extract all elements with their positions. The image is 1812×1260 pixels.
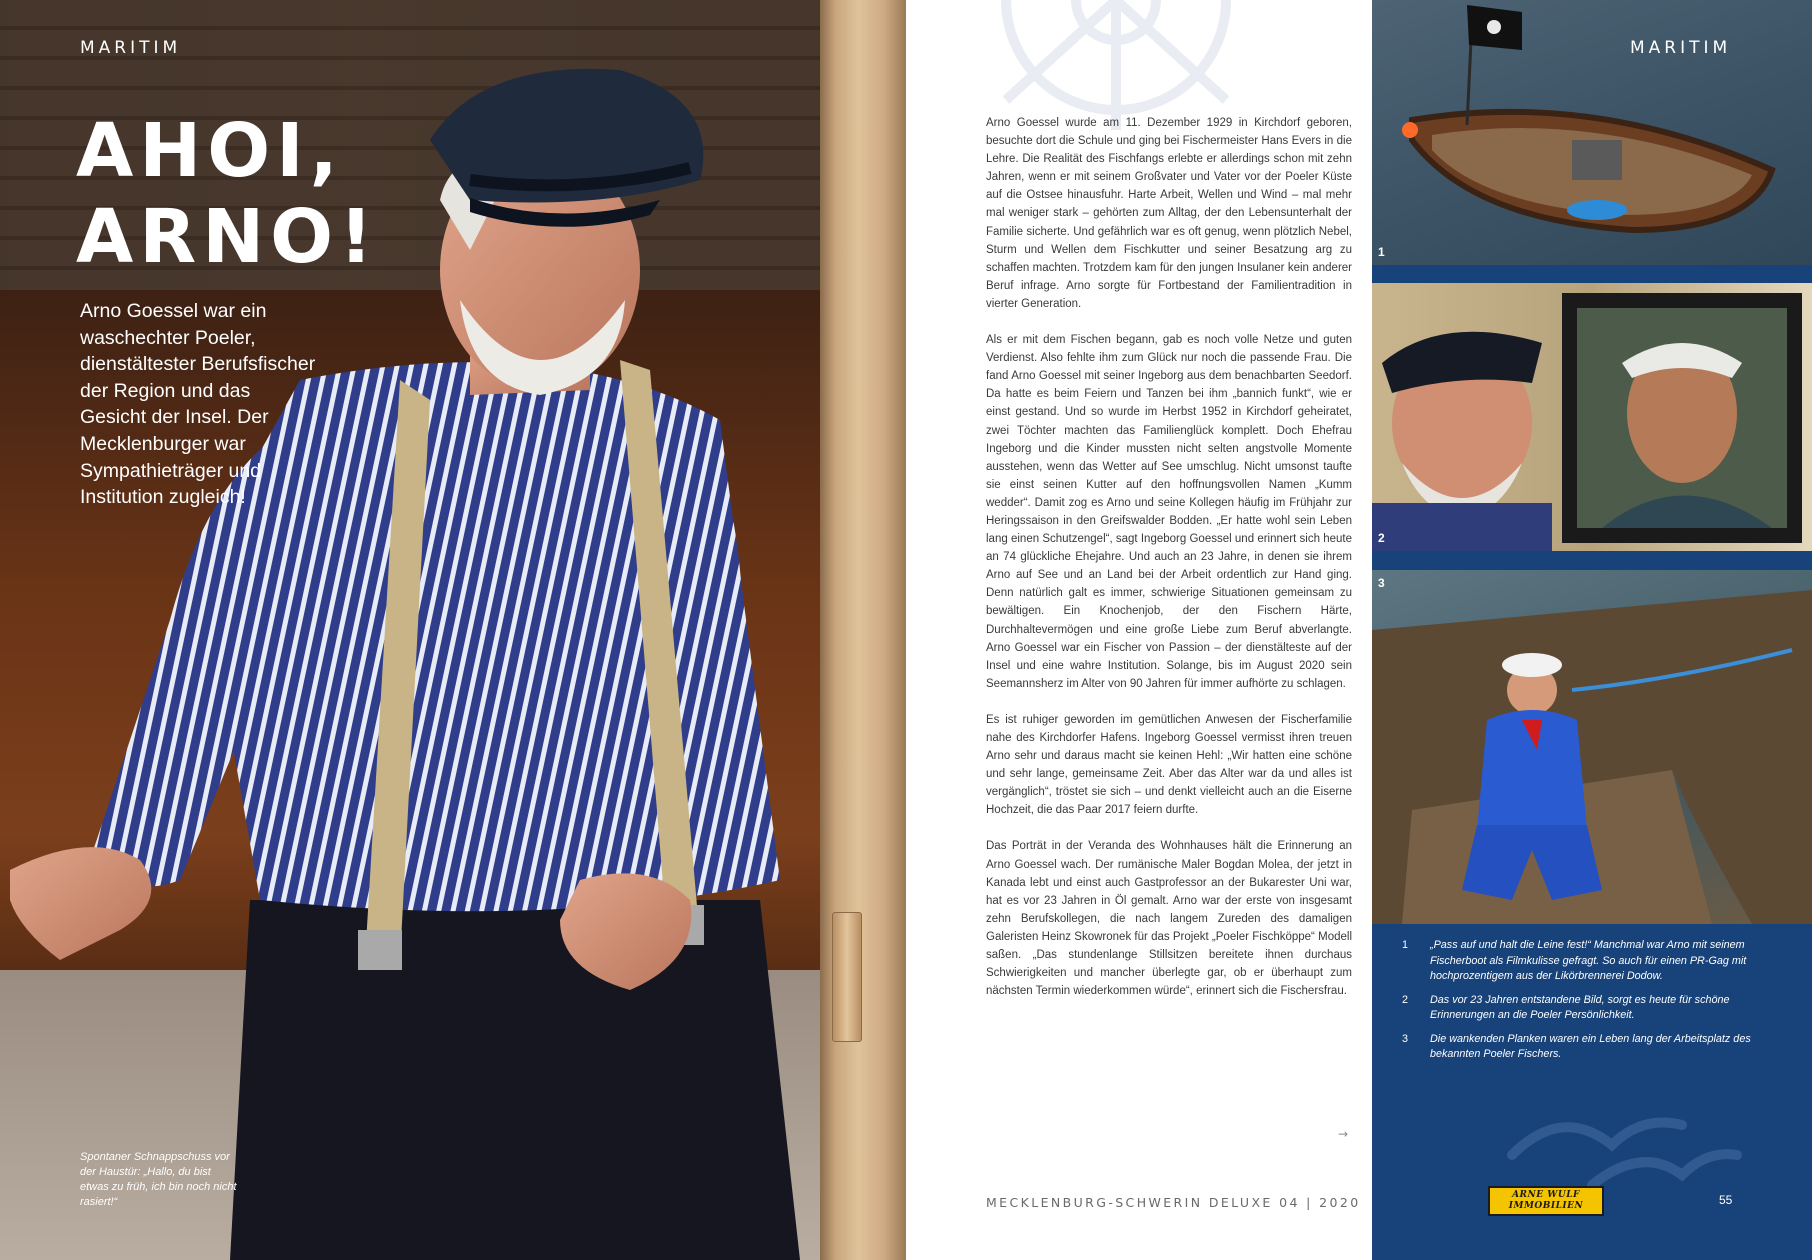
- trousers: [230, 900, 800, 1260]
- article-body: [986, 114, 1352, 1000]
- article-paragraph: Es ist ruhiger geworden im gemütlichen Anwesen der Fischerfamilie nahe des Kirchdorfer Hafens. Ingeborg Goessel vermisst ihren treuen Arno sehr und daraus macht sie keinen Hehl: „Wir hatten eine schöne und sehr lange, gemeinsame Zeit. Aber das Alter war da und alles ist vergänglich“, tröstet sie sich – und denkt vielleicht auch an die Eiserne Hochzeit, die das Paar 2017 feiern durfte.: [986, 713, 1352, 817]
- headline-line-1: AHOI,: [76, 108, 344, 194]
- portrait-caption: Spontaner Schnappschuss vor der Haustür: „Hallo, du bist etwas zu früh, ich bin noch nicht rasiert!“: [80, 1151, 237, 1208]
- caption-item: [1402, 1032, 1782, 1063]
- photo-man-in-boat-art: [1372, 570, 1812, 924]
- continue-arrow-icon: →: [1338, 1127, 1349, 1141]
- photo-portrait-painting: [1372, 283, 1812, 551]
- photo-boat-sea-art: [1372, 0, 1812, 265]
- photo-number: 1: [1378, 245, 1385, 259]
- magazine-footer: MECKLENBURG-SCHWERIN DELUXE 04 | 2020: [986, 1195, 1361, 1210]
- section-label-right: MARITIM: [1630, 38, 1732, 58]
- photo-man-in-boat: [1372, 570, 1812, 924]
- lead-paragraph: Arno Goessel war ein waschechter Poeler, dienstältester Berufsfischer der Region und das Gesicht der Insel. Der Mecklenburger war Sympathieträger und Institution zugleich!: [80, 300, 316, 509]
- article-paragraph: Arno Goessel wurde am 11. Dezember 1929 in Kirchdorf geboren, besuchte dort die Schule und ging bei Fischermeister Hans Evers in die Lehre. Die Realität des Fischfangs erlebte er allerdings schon mit zehn Jahren, wenn er mit seinem Großvater und Vater vor der Poeler Küste auf die Ostsee hinausfuhr. Harte Arbeit, Wellen und Wind – mal mehr mal weniger stark – gehörten zum Alltag, der den Lebensunterhalt der Familie sicherte. Und gefährlich war es oft genug, wenn plötzlich Nebel, Sturm und Wellen dem Fischkutter und seiner Besatzung arg zu schaffen machten. Trotzdem kam für den jungen Insulaner kein anderer Beruf infrage. Arno sorgte für Fortbestand der Familientradition in vierter Generation.: [986, 117, 1352, 310]
- caption-number: 2: [1402, 993, 1409, 1006]
- caption-text: Das vor 23 Jahren entstandene Bild, sorgt es heute für schöne Erinnerungen an die Poeler Persönlichkeit.: [1430, 993, 1730, 1021]
- right-page: [906, 0, 1812, 1260]
- headline-line-2: ARNO!: [76, 194, 379, 280]
- photo-boat-sea: [1372, 0, 1812, 265]
- caption-text: „Pass auf und halt die Leine fest!“ Manchmal war Arno mit seinem Fischerboot als Filmkulisse gefragt. So auch für einen PR-Gag mit hochprozentigem aus der Likörbrennerei Dodow.: [1430, 939, 1747, 982]
- page-number: 55: [1719, 1193, 1733, 1207]
- article-paragraph: Das Porträt in der Veranda des Wohnhauses hält die Erinnerung an Arno Goessel wach. Der rumänische Maler Bogdan Molea, der jetzt in Kanada lebt und einst auch Gastprofessor an der Bukarester Uni war, hat es vor 23 Jahren in Öl gemalt. Arno war der erste von insgesamt zehn Berufskollegen, die nach langem Zureden des damaligen Galeristen Heinz Skowronek für das Projekt „Poeler Fischköppe“ Modell saßen. „Das stundenlange Stillsitzen bereitete ihnen durchaus Schwierigkeiten und mancher überlegte gar, ob er überhaupt zum nächsten Termin wiederkommen würde“, erinnert sich die Fischersfrau.: [986, 840, 1352, 998]
- caption-text: Die wankenden Planken waren ein Leben lang der Arbeitsplatz des bekannten Poeler Fischers.: [1430, 1032, 1751, 1060]
- photo-number: 3: [1378, 576, 1385, 590]
- headline: [76, 108, 456, 280]
- caption-item: [1402, 938, 1782, 985]
- photo-captions: [1402, 938, 1782, 1071]
- seagull-watermark: [1492, 1065, 1752, 1195]
- suspender-clip-left: [358, 930, 402, 970]
- caption-number: 3: [1402, 1032, 1409, 1045]
- left-hand: [10, 847, 151, 960]
- advertiser-logo-line-2: IMMOBILIEN: [1508, 1201, 1584, 1211]
- section-label-left: MARITIM: [80, 38, 182, 58]
- caption-number: 1: [1402, 939, 1409, 951]
- caption-item: [1402, 993, 1782, 1024]
- advertiser-logo[interactable]: [1488, 1186, 1604, 1216]
- article-paragraph: Als er mit dem Fischen begann, gab es noch volle Netze und guten Verdienst. Also fehlte ihm zum Glück nur noch die passende Frau. Die fand Arno Goessel mit seiner Ingeborg aus dem benachbarten Seedorf. Da hatte es beim Feiern und Tanzen bei ihm „bannich funkt“, wie er einst gestand. Und so wurde im Herbst 1952 in Kirchdorf geheiratet, zwei Töchter machten das Familienglück komplett. Doch Ehefrau Ingeborg und die Kinder mussten nicht selten angstvolle Momente ausstehen, wenn das Wetter auf See umschlug. Nicht umsonst taufte sie einst seinen Kutter auf den hoffnungsvollen Namen „Kumm wedder“. Damit zog es Arno und seine Kollegen häufig im Frühjahr zur Heringssaison in den Greifswalder Bodden. „Er hatte wohl sein Leben lang einen Schutzengel“, sagt Ingeborg Goessel und erinnert sich heute an 74 glückliche Ehejahre. Und auch an 23 Jahre, in denen sie ihrem Arno auf See und an Land bei der Arbeit ordentlich zur Hand ging. Denn natürlich galt es immer, schwierige Situationen gemeinsam zu bewältigen. Ein Knochenjob, der den Fischern Härte, Durchhaltevermögen und eine große Liebe zum Beruf abverlangte. Arno Goessel war ein Fischer von Passion – der dienstälteste auf der Insel und eine wahre Institution. Solange, bis im August 2020 sein Seemannsherz im Alter von 90 Jahren für immer aufhörte zu schlagen.: [986, 334, 1352, 690]
- photo-number: 2: [1378, 531, 1385, 545]
- advertiser-logo-line-1: ARNE WULF: [1512, 1190, 1580, 1200]
- photo-portrait-painting-art: [1372, 283, 1812, 551]
